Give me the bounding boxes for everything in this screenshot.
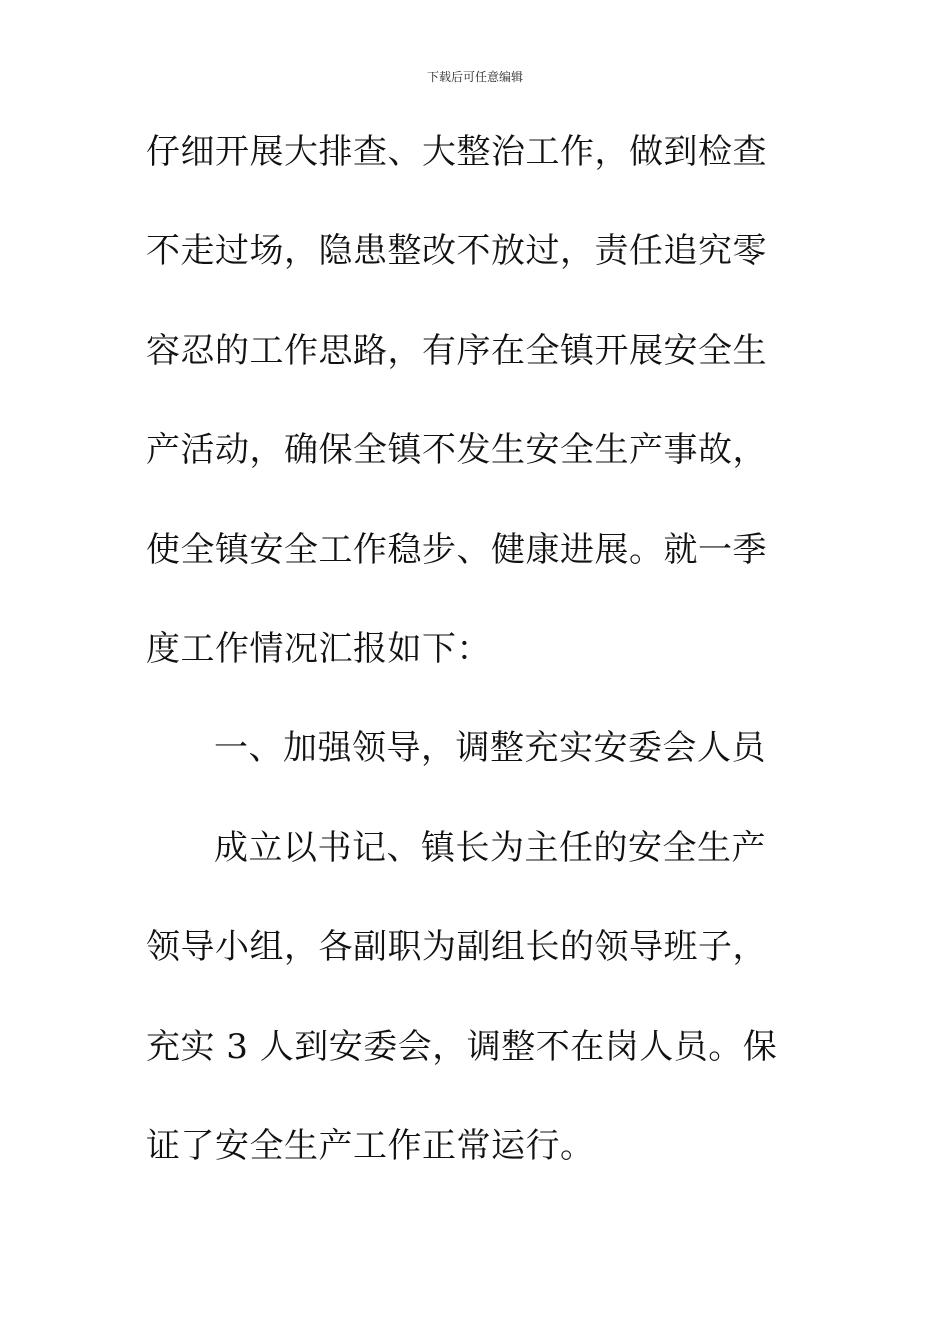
paragraph-line: 使全镇安全工作稳步、健康进展。就一季 <box>146 529 767 570</box>
paragraph-line: 仔细开展大排查、大整治工作，做到检查 <box>146 132 767 172</box>
paragraph-line: 度工作情况汇报如下： <box>146 628 491 669</box>
paragraph-line: 容忍的工作思路，有序在全镇开展安全生 <box>146 330 767 371</box>
section-heading: 一、加强领导，调整充实安委会人员 <box>214 728 766 769</box>
paragraph-line: 领导小组，各副职为副组长的领导班子， <box>146 927 767 968</box>
paragraph-line: 成立以书记、镇长为主任的安全生产 <box>214 827 766 868</box>
paragraph-line: 不走过场，隐患整改不放过，责任追究零 <box>146 231 767 272</box>
paragraph-line: 充实 3 人到安委会，调整不在岗人员。保 <box>146 1026 778 1067</box>
document-body <box>146 125 786 1218</box>
page-header-note: 下载后可任意编辑 <box>426 70 523 84</box>
paragraph-line: 证了安全生产工作正常运行。 <box>146 1125 595 1166</box>
paragraph-line: 产活动，确保全镇不发生安全生产事故， <box>146 430 767 471</box>
